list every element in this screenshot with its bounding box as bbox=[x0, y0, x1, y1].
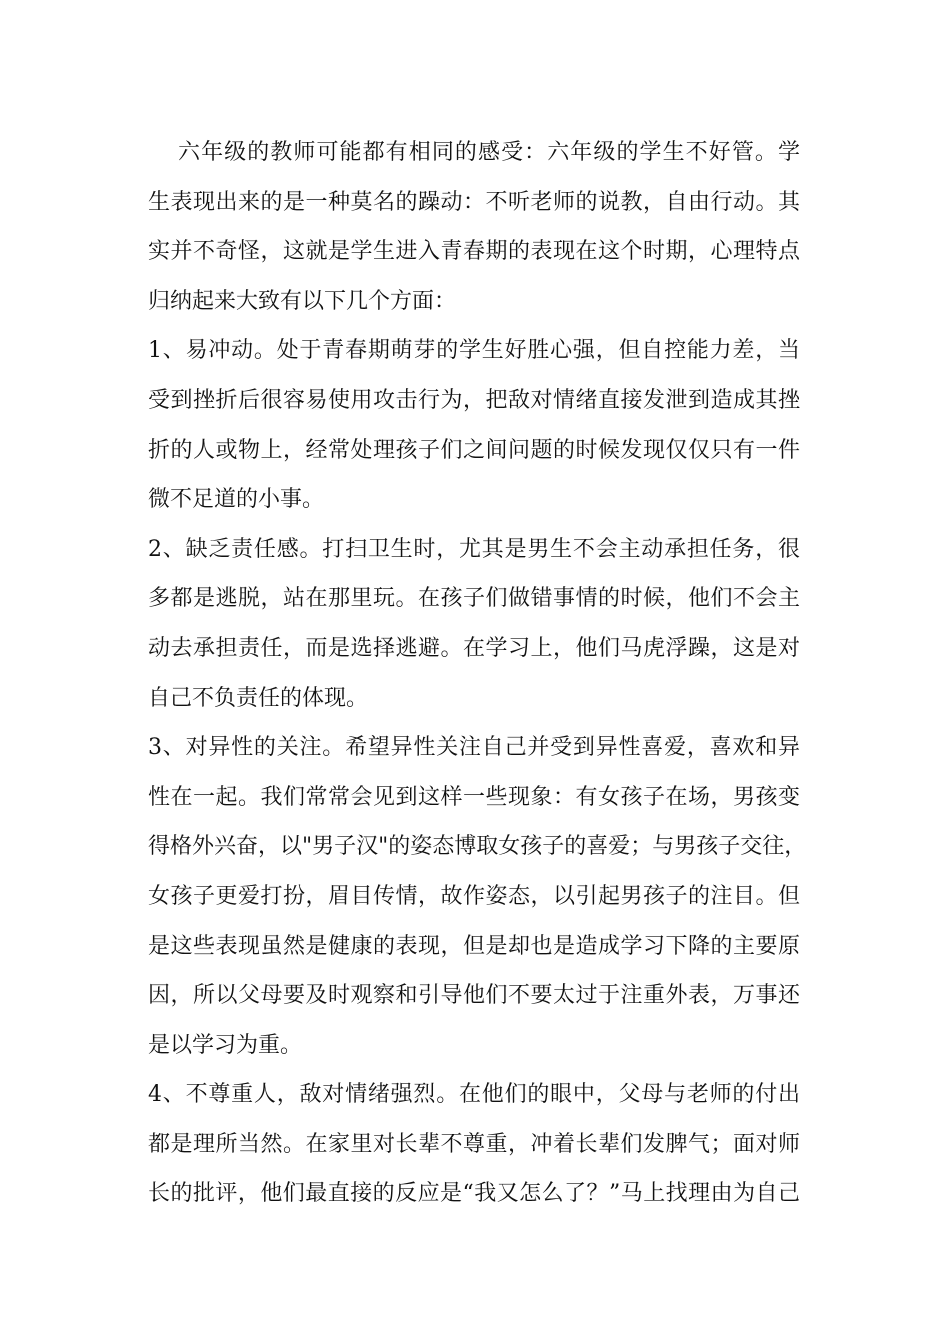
text-line: 六年级的教师可能都有相同的感受：六年级的学生不好管。学 bbox=[178, 140, 800, 165]
text-line: 是这些表现虽然是健康的表现，但是却也是造成学习下降的主要原 bbox=[148, 933, 800, 959]
text-line: 受到挫折后很容易使用攻击行为，把敌对情绪直接发泄到造成其挫 bbox=[148, 387, 800, 413]
document-body bbox=[148, 128, 807, 1219]
text-line: 3、对异性的关注。希望异性关注自己并受到异性喜爱，喜欢和异 bbox=[148, 735, 800, 761]
text-line: 生表现出来的是一种莫名的躁动：不听老师的说教，自由行动。其 bbox=[148, 189, 800, 215]
paragraph-point-2 bbox=[148, 525, 800, 723]
text-line: 都是理所当然。在家里对长辈不尊重，冲着长辈们发脾气；面对师 bbox=[148, 1131, 800, 1157]
text-line: 动去承担责任，而是选择逃避。在学习上，他们马虎浮躁，这是对 bbox=[148, 635, 800, 661]
text-line: 女孩子更爱打扮，眉目传情，故作姿态，以引起男孩子的注目。但 bbox=[148, 883, 800, 909]
text-line: 1、易冲动。处于青春期萌芽的学生好胜心强，但自控能力差，当 bbox=[148, 338, 800, 364]
paragraph-point-1 bbox=[148, 326, 800, 524]
text-line: 4、不尊重人，敌对情绪强烈。在他们的眼中，父母与老师的付出 bbox=[148, 1082, 800, 1108]
text-line: 归纳起来大致有以下几个方面： bbox=[148, 288, 457, 314]
paragraph-point-4 bbox=[148, 1070, 800, 1219]
text-line: 是以学习为重。 bbox=[148, 1032, 303, 1058]
text-line: 因，所以父母要及时观察和引导他们不要太过于注重外表，万事还 bbox=[148, 983, 800, 1009]
text-line: 性在一起。我们常常会见到这样一些现象：有女孩子在场，男孩变 bbox=[148, 784, 800, 810]
text-line: 长的批评，他们最直接的反应是“我又怎么了？”马上找理由为自己 bbox=[148, 1181, 800, 1207]
text-line: 自己不负责任的体现。 bbox=[148, 685, 369, 711]
paragraph-point-3 bbox=[148, 723, 807, 1070]
text-line: 多都是逃脱，站在那里玩。在孩子们做错事情的时候，他们不会主 bbox=[148, 586, 800, 612]
text-line: 微不足道的小事。 bbox=[148, 487, 325, 513]
text-line: 2、缺乏责任感。打扫卫生时，尤其是男生不会主动承担任务，很 bbox=[148, 536, 800, 562]
text-line: 实并不奇怪，这就是学生进入青春期的表现在这个时期，心理特点 bbox=[148, 239, 800, 265]
text-line: 折的人或物上，经常处理孩子们之间问题的时候发现仅仅只有一件 bbox=[148, 437, 800, 463]
text-line: 得格外兴奋，以"男子汉"的姿态博取女孩子的喜爱；与男孩子交往， bbox=[148, 834, 807, 860]
paragraph-intro bbox=[148, 128, 800, 326]
